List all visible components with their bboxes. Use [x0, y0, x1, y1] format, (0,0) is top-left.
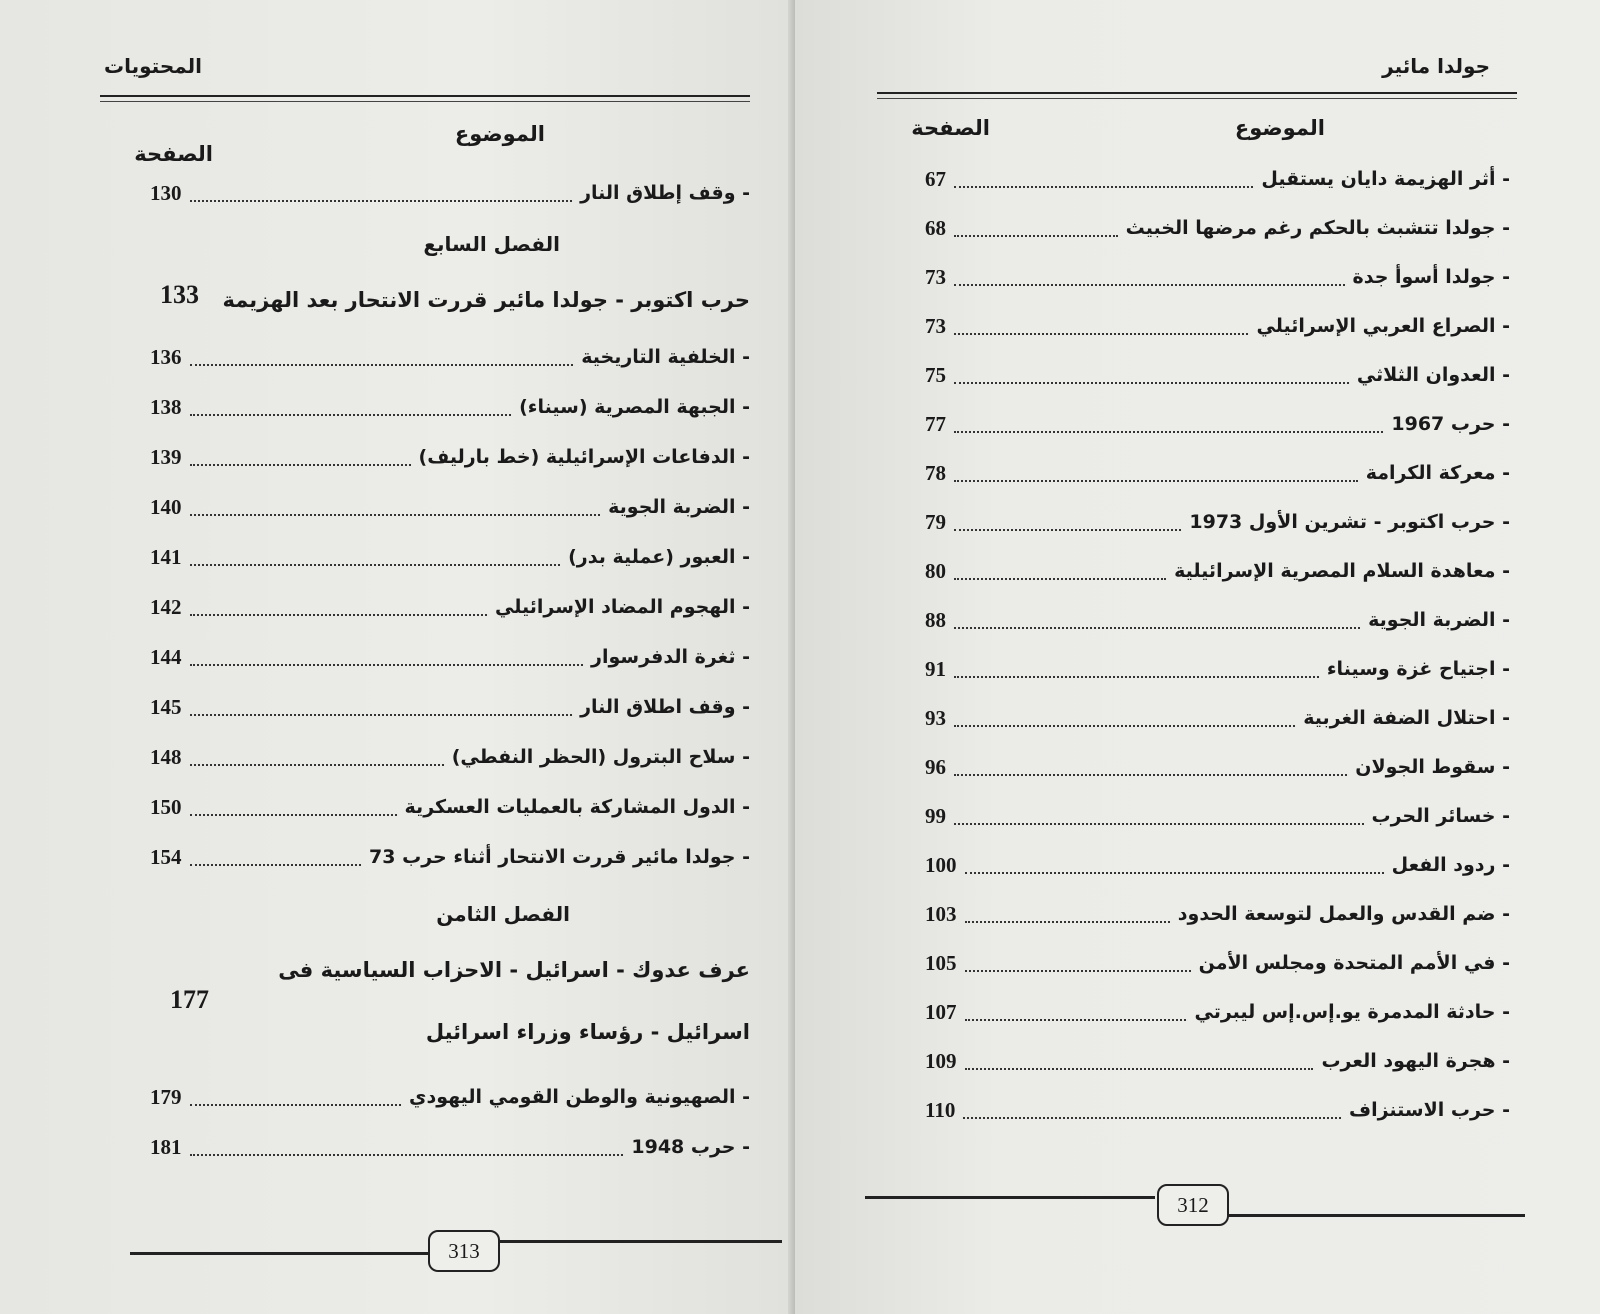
toc-entry-page: 67	[925, 166, 946, 191]
leader-dots	[954, 676, 1319, 678]
toc-entry[interactable]	[150, 690, 750, 724]
toc-entry-page: 79	[925, 509, 946, 534]
chapter-title[interactable]: حرب اكتوبر - جولدا مائير قررت الانتحار بعد الهزيمة	[222, 288, 750, 312]
toc-entry-title: - سلاح البترول (الحظر النفطي)	[451, 746, 750, 768]
leader-dots	[190, 200, 573, 202]
leader-dots	[954, 774, 1347, 776]
toc-entry[interactable]	[925, 995, 1510, 1029]
leader-dots	[954, 284, 1345, 286]
toc-entry-page: 148	[150, 744, 182, 769]
toc-entry[interactable]	[925, 211, 1510, 245]
toc-entry-title: - الضربة الجوية	[1368, 609, 1510, 631]
toc-entry-page: 144	[150, 644, 182, 669]
toc-entry-page: 93	[925, 705, 946, 730]
leader-dots	[190, 1104, 402, 1106]
toc-entry-title: - الجبهة المصرية (سيناء)	[519, 396, 750, 418]
chapter-heading: الفصل الثامن	[436, 902, 570, 926]
toc-entry[interactable]	[150, 440, 750, 474]
toc-entry-title: - ثغرة الدفرسوار	[591, 646, 750, 668]
toc-entry[interactable]	[925, 309, 1510, 343]
toc-entry-title: - وقف اطلاق النار	[580, 696, 750, 718]
toc-entry-page: 88	[925, 607, 946, 632]
toc-entry[interactable]	[150, 1080, 750, 1114]
footer-rule-right	[500, 1240, 782, 1243]
toc-entry[interactable]	[150, 640, 750, 674]
leader-dots	[954, 529, 1181, 531]
leader-dots	[190, 664, 584, 666]
toc-entry-title: - احتلال الضفة الغربية	[1303, 707, 1510, 729]
toc-entry-page: 77	[925, 411, 946, 436]
toc-entry-page: 179	[150, 1084, 182, 1109]
toc-entry-title: - الصراع العربي الإسرائيلي	[1256, 315, 1510, 337]
toc-entry[interactable]	[925, 946, 1510, 980]
toc-entry-title: - في الأمم المتحدة ومجلس الأمن	[1198, 952, 1510, 974]
toc-right	[925, 0, 1510, 1314]
leader-dots	[954, 578, 1166, 580]
toc-entry-page: 110	[925, 1097, 956, 1122]
leader-dots	[954, 431, 1383, 433]
chapter-title-line1[interactable]: عرف عدوك - اسرائيل - الاحزاب السياسية فى	[278, 958, 750, 982]
toc-entry[interactable]	[150, 340, 750, 374]
toc-entry-title: - ضم القدس والعمل لتوسعة الحدود	[1177, 903, 1510, 925]
right-page	[795, 0, 1600, 1314]
leader-dots	[190, 864, 362, 866]
toc-entry[interactable]	[925, 1044, 1510, 1078]
toc-entry-title: - حادثة المدمرة يو.إس.إس ليبرتي	[1194, 1001, 1510, 1023]
leader-dots	[190, 764, 444, 766]
leader-dots	[190, 364, 574, 366]
toc-entry-page: 100	[925, 852, 957, 877]
toc-entry[interactable]	[925, 1093, 1510, 1127]
toc-entry[interactable]	[925, 407, 1510, 441]
running-title: المحتويات	[104, 54, 203, 78]
toc-entry-page: 91	[925, 656, 946, 681]
chapter-page: 133	[160, 280, 199, 309]
toc-entry-title: - الضربة الجوية	[608, 496, 750, 518]
toc-entry-title: - حرب الاستنزاف	[1349, 1099, 1510, 1121]
toc-entry-page: 99	[925, 803, 946, 828]
leader-dots	[954, 186, 1253, 188]
footer-rule-right	[1225, 1214, 1525, 1217]
page-number: 313	[428, 1230, 500, 1272]
toc-entry[interactable]	[925, 652, 1510, 686]
toc-entry-page: 109	[925, 1048, 957, 1073]
toc-entry[interactable]	[925, 505, 1510, 539]
toc-entry-title: - جولدا أسوأ جدة	[1352, 266, 1510, 288]
leader-dots	[190, 814, 397, 816]
toc-entry[interactable]	[150, 1130, 750, 1164]
toc-entry-page: 107	[925, 999, 957, 1024]
toc-entry-page: 136	[150, 344, 182, 369]
column-header-page: الصفحة	[911, 116, 990, 140]
footer-rule-left	[130, 1252, 430, 1255]
toc-entry-title: - معاهدة السلام المصرية الإسرائيلية	[1174, 560, 1510, 582]
toc-entry-title: - هجرة اليهود العرب	[1321, 1050, 1510, 1072]
toc-entry[interactable]	[925, 162, 1510, 196]
leader-dots	[954, 333, 1248, 335]
running-title: جولدا مائير	[1382, 54, 1490, 78]
toc-entry-page: 68	[925, 215, 946, 240]
toc-entry-page: 139	[150, 444, 182, 469]
toc-entry-title: - حرب 1967	[1391, 413, 1510, 435]
toc-entry-title: - ردود الفعل	[1391, 854, 1510, 876]
toc-entry[interactable]	[925, 456, 1510, 490]
leader-dots	[190, 564, 561, 566]
left-page	[0, 0, 795, 1314]
leader-dots	[954, 480, 1358, 482]
toc-entry[interactable]	[925, 897, 1510, 931]
leader-dots	[965, 1019, 1187, 1021]
toc-entry-title: - الهجوم المضاد الإسرائيلي	[495, 596, 750, 618]
leader-dots	[963, 1117, 1341, 1119]
leader-dots	[965, 921, 1170, 923]
leader-dots	[190, 514, 601, 516]
toc-entry-page: 140	[150, 494, 182, 519]
chapter-page: 177	[170, 985, 209, 1014]
toc-entry[interactable]	[925, 603, 1510, 637]
toc-entry-page: 130	[150, 180, 182, 205]
leader-dots	[954, 725, 1295, 727]
toc-entry-title: - العبور (عملية بدر)	[568, 546, 750, 568]
toc-entry[interactable]	[150, 840, 750, 874]
toc-entry[interactable]	[150, 176, 750, 210]
footer-rule-left	[865, 1196, 1155, 1199]
toc-entry-page: 103	[925, 901, 957, 926]
leader-dots	[965, 970, 1191, 972]
toc-entry-title: - اجتياح غزة وسيناء	[1326, 658, 1510, 680]
toc-entry-page: 73	[925, 264, 946, 289]
toc-entry-title: - جولدا تتشبث بالحكم رغم مرضها الخبيث	[1125, 217, 1510, 239]
toc-entry[interactable]	[925, 554, 1510, 588]
toc-entry-title: - الصهيونية والوطن القومي اليهودي	[409, 1086, 750, 1108]
toc-entry[interactable]	[150, 390, 750, 424]
toc-left	[150, 0, 750, 1314]
chapter-title-line2[interactable]: اسرائيل - رؤساء وزراء اسرائيل	[425, 1020, 750, 1044]
toc-entry[interactable]	[925, 750, 1510, 784]
toc-entry[interactable]	[925, 701, 1510, 735]
toc-entry-page: 138	[150, 394, 182, 419]
toc-entry[interactable]	[150, 740, 750, 774]
toc-entry[interactable]	[925, 260, 1510, 294]
toc-entry[interactable]	[150, 790, 750, 824]
toc-entry-page: 73	[925, 313, 946, 338]
leader-dots	[190, 464, 411, 466]
toc-entry-title: - العدوان الثلاثي	[1356, 364, 1510, 386]
toc-entry-page: 96	[925, 754, 946, 779]
toc-entry-title: - معركة الكرامة	[1365, 462, 1510, 484]
toc-entry[interactable]	[150, 590, 750, 624]
leader-dots	[190, 1154, 624, 1156]
toc-entry-page: 145	[150, 694, 182, 719]
toc-entry[interactable]	[925, 848, 1510, 882]
toc-entry[interactable]	[925, 799, 1510, 833]
toc-entry-page: 142	[150, 594, 182, 619]
toc-entry-page: 75	[925, 362, 946, 387]
toc-entry-page: 78	[925, 460, 946, 485]
page-number: 312	[1157, 1184, 1229, 1226]
chapter-heading: الفصل السابع	[423, 232, 560, 256]
leader-dots	[190, 714, 573, 716]
toc-entry-page: 181	[150, 1134, 182, 1159]
toc-entry-page: 150	[150, 794, 182, 819]
toc-entry-title: - سقوط الجولان	[1355, 756, 1510, 778]
leader-dots	[190, 614, 488, 616]
leader-dots	[954, 235, 1118, 237]
toc-entry-page: 105	[925, 950, 957, 975]
leader-dots	[954, 382, 1349, 384]
toc-entry-title: - الخلفية التاريخية	[581, 346, 750, 368]
toc-entry-title: - حرب 1948	[631, 1136, 750, 1158]
column-header-page: الصفحة	[134, 142, 213, 166]
toc-entry[interactable]	[150, 540, 750, 574]
toc-entry[interactable]	[150, 490, 750, 524]
toc-entry-page: 80	[925, 558, 946, 583]
toc-entry-page: 141	[150, 544, 182, 569]
column-header-subject: الموضوع	[1234, 116, 1325, 140]
leader-dots	[954, 627, 1360, 629]
toc-entry-title: - الدول المشاركة بالعمليات العسكرية	[404, 796, 750, 818]
toc-entry-title: - جولدا مائير قررت الانتحار أثناء حرب 73	[369, 846, 750, 868]
leader-dots	[954, 823, 1364, 825]
leader-dots	[190, 414, 512, 416]
toc-entry-title: - وقف إطلاق النار	[580, 182, 750, 204]
column-header-subject: الموضوع	[454, 122, 545, 146]
toc-entry-title: - الدفاعات الإسرائيلية (خط بارليف)	[418, 446, 750, 468]
toc-entry-page: 154	[150, 844, 182, 869]
toc-entry-title: - أثر الهزيمة دايان يستقيل	[1261, 168, 1510, 190]
leader-dots	[965, 1068, 1314, 1070]
toc-entry-title: - حرب اكتوبر - تشرين الأول 1973	[1189, 511, 1510, 533]
toc-entry-title: - خسائر الحرب	[1371, 805, 1510, 827]
toc-entry[interactable]	[925, 358, 1510, 392]
leader-dots	[965, 872, 1384, 874]
